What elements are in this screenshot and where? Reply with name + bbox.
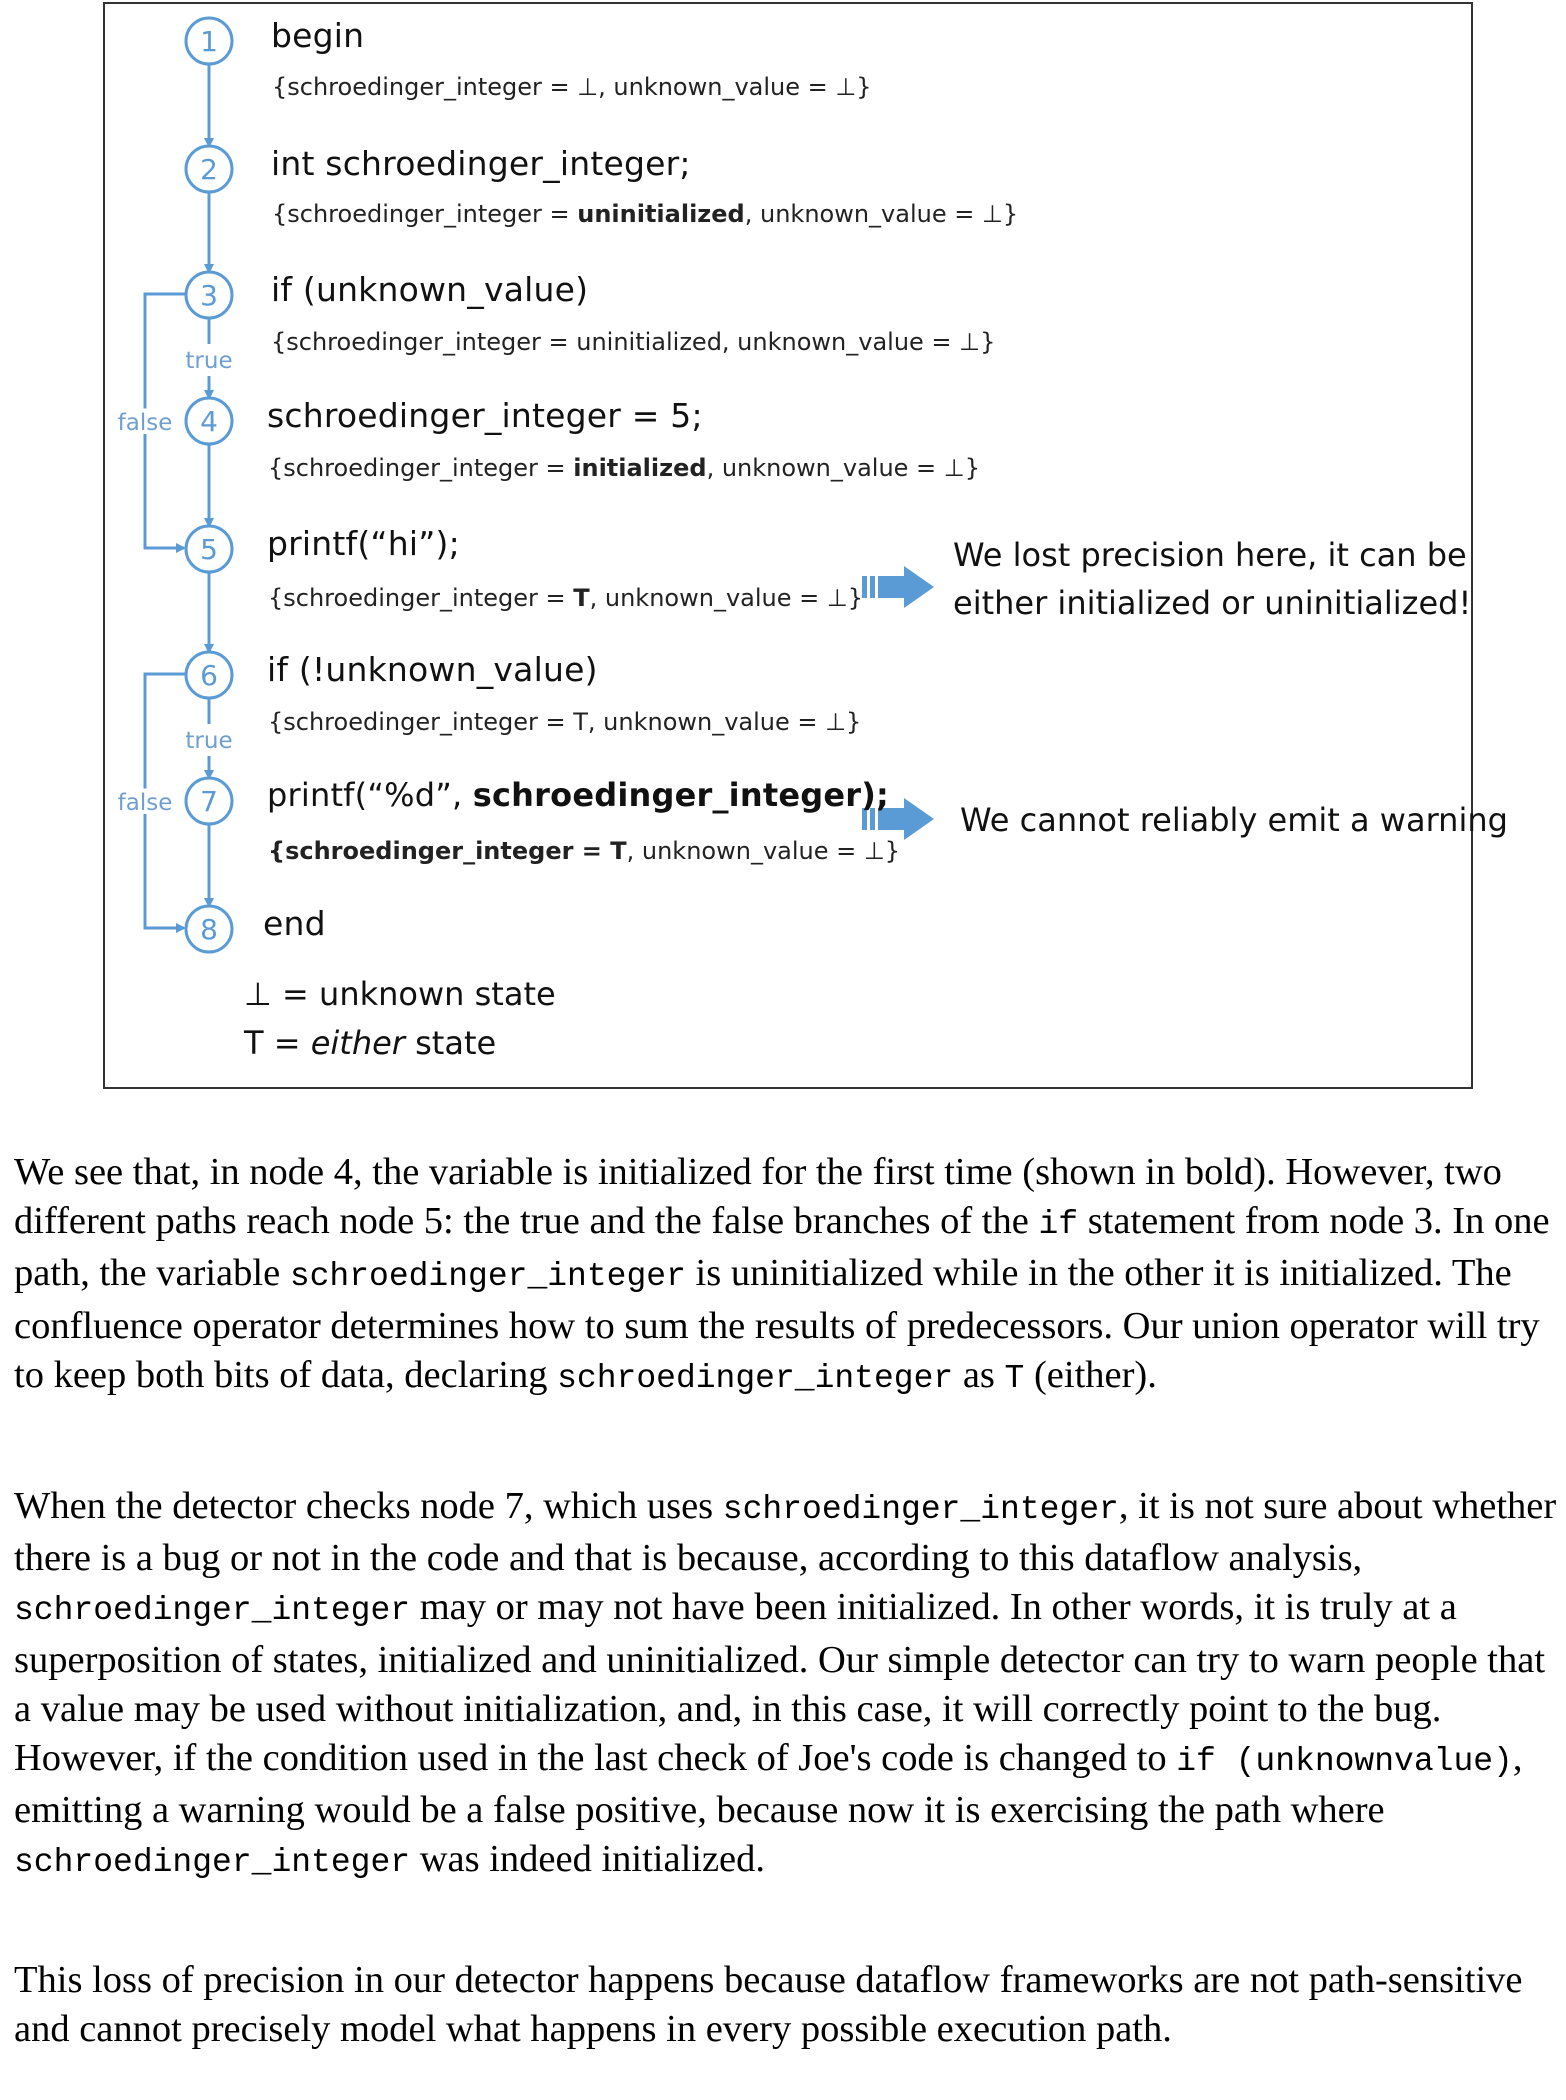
- node-number-8: 8: [200, 913, 218, 946]
- node-state-1: [272, 73, 872, 101]
- state-segment: {schroedinger_integer = T: [268, 837, 627, 865]
- legend-either-em: either: [310, 1024, 405, 1062]
- text-run: We see that, in node 4, the variable is initialized for the first time (shown in bold). However, two different paths reach node 5: the true and the false branches of the: [14, 1151, 1502, 1243]
- state-segment: {schroedinger_integer = uninitialized, unknown_value = ⊥}: [271, 328, 996, 356]
- state-segment: , unknown_value = ⊥}: [626, 837, 901, 865]
- code-inline: if: [1038, 1206, 1079, 1244]
- text-run: as: [953, 1353, 1005, 1396]
- node-code-6: if (!unknown_value): [267, 650, 598, 689]
- node-state-6: [268, 708, 861, 736]
- state-segment: , unknown_value = ⊥}: [589, 584, 864, 612]
- state-segment: uninitialized: [577, 200, 745, 228]
- node-code-4: schroedinger_integer = 5;: [267, 396, 703, 435]
- legend-either-pre: T =: [244, 1024, 311, 1062]
- node-state-3: [271, 328, 995, 356]
- text-run: was indeed initialized.: [410, 1838, 766, 1881]
- state-segment: {schroedinger_integer =: [268, 584, 574, 612]
- precision-note-line-2: either initialized or uninitialized!: [953, 584, 1472, 622]
- state-segment: {schroedinger_integer =: [268, 454, 574, 482]
- code-segment: printf(“%d”,: [267, 776, 473, 814]
- precision-note: [953, 531, 1471, 627]
- node-state-2: [272, 200, 1018, 228]
- node-number-1: 1: [200, 25, 218, 58]
- node-code-2: int schroedinger_integer;: [271, 144, 691, 183]
- state-segment: T: [573, 584, 590, 612]
- legend-either-post: state: [404, 1024, 497, 1062]
- node-state-5: [268, 584, 863, 612]
- state-segment: {schroedinger_integer =: [272, 200, 578, 228]
- node-code-5: printf(“hi”);: [267, 524, 460, 563]
- false-label-3: false: [117, 410, 173, 436]
- false-label-6: false: [117, 790, 173, 816]
- code-inline: schroedinger_integer: [14, 1592, 411, 1630]
- warning-note-line-1: We cannot reliably emit a warning: [960, 801, 1508, 839]
- node-number-2: 2: [200, 153, 218, 186]
- text-run: When the detector checks node 7, which uses: [14, 1485, 723, 1527]
- state-segment: , unknown_value = ⊥}: [744, 200, 1019, 228]
- true-label-3: true: [185, 348, 233, 374]
- paragraph-3: [14, 1956, 1559, 2054]
- code-segment-bold: schroedinger_integer);: [472, 776, 890, 814]
- legend-unknown: ⊥ = unknown state: [244, 975, 556, 1013]
- state-segment: {schroedinger_integer = T, unknown_value = ⊥}: [268, 708, 862, 736]
- text-run: , emitting a warning would be a false positive, because now it is exercising the path where: [14, 1737, 1523, 1832]
- text-run: (either).: [1024, 1353, 1157, 1396]
- node-number-7: 7: [200, 785, 218, 818]
- node-code-7: [267, 776, 889, 814]
- true-label-6: true: [185, 728, 233, 754]
- state-segment: {schroedinger_integer = ⊥, unknown_value = ⊥}: [272, 73, 872, 101]
- text-run: statement from node 3. In one path, the variable: [14, 1200, 1550, 1295]
- code-inline: schroedinger_integer: [289, 1258, 686, 1296]
- node-number-5: 5: [200, 533, 218, 566]
- node-number-3: 3: [200, 279, 218, 312]
- text-run: is uninitialized while in the other it is initialized. The confluence operator determines how to sum the results of predecessors. Our union operator will try to keep both bits of data, declaring: [14, 1252, 1540, 1396]
- code-inline: schroedinger_integer: [14, 1844, 411, 1882]
- precision-note-line-1: We lost precision here, it can be: [953, 536, 1467, 574]
- node-state-4: [268, 454, 980, 482]
- text-run: This loss of precision in our detector happens because dataflow frameworks are not path-sensitive and cannot precisely model what happens in every possible execution path.: [14, 1959, 1523, 2051]
- text-run: may or may not have been initialized. In other words, it is truly at a superposition of states, initialized and uninitialized. Our simple detector can try to warn people that a value may be used without initialization, and, in this case, it will correctly point to the bug. However, if the condition used in the last check of Joe's code is changed to: [14, 1586, 1546, 1780]
- code-inline: T: [1004, 1359, 1025, 1397]
- code-inline: schroedinger_integer: [557, 1359, 954, 1397]
- state-segment: , unknown_value = ⊥}: [706, 454, 980, 482]
- legend-either: [244, 1024, 496, 1062]
- paragraph-2: [14, 1482, 1559, 1888]
- node-code-1: begin: [271, 16, 365, 55]
- node-code-3: if (unknown_value): [271, 270, 589, 309]
- node-number-4: 4: [200, 405, 218, 438]
- block-arrow-1: [862, 566, 934, 608]
- node-code-8: end: [263, 904, 326, 943]
- code-inline: if (unknownvalue): [1176, 1743, 1513, 1781]
- node-state-7: [268, 837, 900, 865]
- code-inline: schroedinger_integer: [722, 1491, 1119, 1528]
- paragraph-1: [14, 1148, 1559, 1403]
- node-number-6: 6: [200, 659, 218, 692]
- state-segment: initialized: [573, 454, 707, 482]
- warning-note: [960, 796, 1508, 844]
- text-run: , it is not sure about whether there is a bug or not in the code and that is because, according to this dataflow analysis,: [14, 1485, 1557, 1580]
